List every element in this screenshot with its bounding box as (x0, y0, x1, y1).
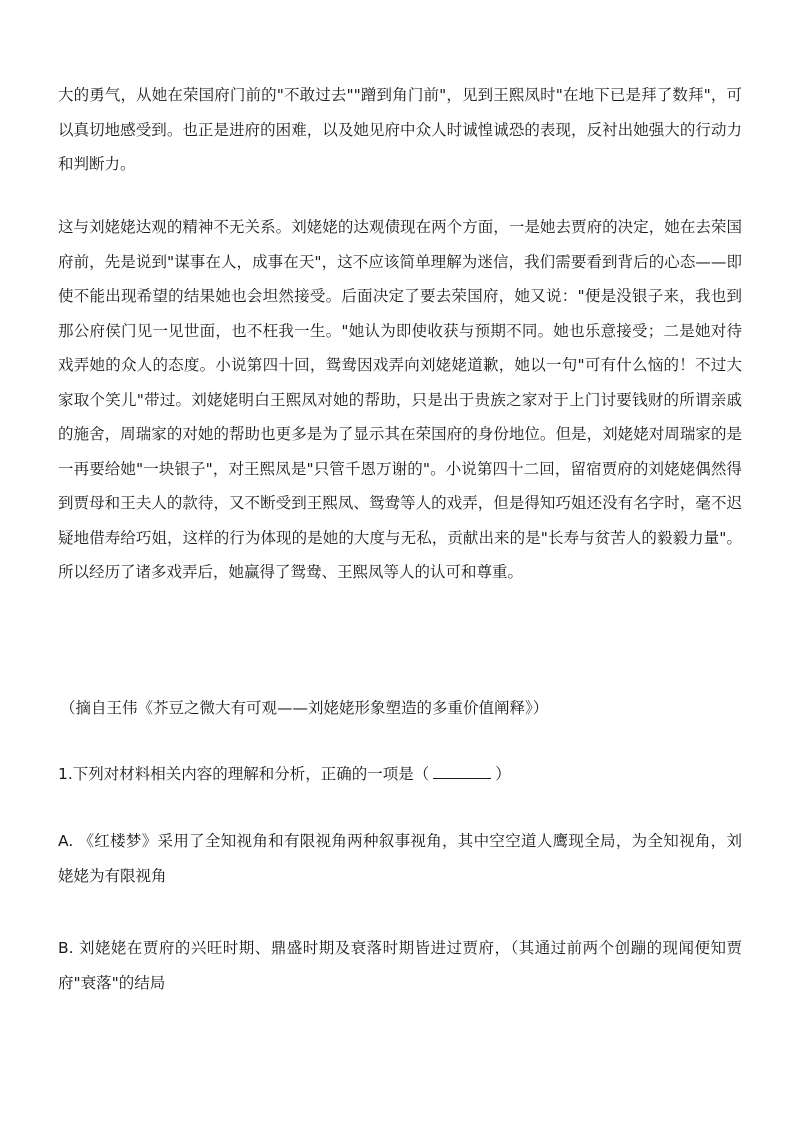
question-1-text: 1.下列对材料相关内容的理解和分析，正确的一项是（ (58, 765, 430, 783)
answer-blank[interactable] (433, 764, 491, 779)
paragraph-1: 大的勇气，从她在荣国府门前的"不敢过去""蹭到角门前"，见到王熙凤时"在地下已是拜了数拜"，可以真切地感受到。也正是进府的困难，以及她见府中众人时诚惶诚恐的表现，反衬出她强大的行动力和判断力。 (58, 86, 742, 173)
option-a: A. 《红楼梦》采用了全知视角和有限视角两种叙事视角，其中空空道人鹰现全局，为全知视角，刘姥姥为有限视角 (58, 832, 742, 885)
paragraph-2: 这与刘姥姥达观的精神不无关系。刘姥姥的达观债现在两个方面，一是她去贾府的决定，她在去荣国府前，先是说到"谋事在人，成事在天"，这不应该简单理解为迷信，我们需要看到背后的心态——即使不能出现希望的结果她也会坦然接受。后面决定了要去荣国府，她又说："便是没银子来，我也到那公府侯门见一见世面，也不枉我一生。"她认为即使收获与预期不同。她也乐意接受；二是她对待戏弄她的众人的态度。小说第四十回，鸳鸯因戏弄向刘姥姥道歉，她以一句"可有什么恼的！不过大家取个笑儿"带过。刘姥姥明白王熙凤对她的帮助，只是出于贵族之家对于上门讨要钱财的所谓亲戚的施舍，周瑞家的对她的帮助也更多是为了显示其在荣国府的身份地位。但是，刘姥姥对周瑞家的是一再要给她"一块银子"，对王熙凤是"只管千恩万谢的"。小说第四十二回，留宿贾府的刘姥姥偶然得到贾母和王夫人的款待，又不断受到王熙凤、鸳鸯等人的戏弄，但是得知巧姐还没有名字时，毫不迟疑地借寿给巧姐，这样的行为体现的是她的大度与无私，贡献出来的是"长寿与贫苦人的毅毅力量"。所以经历了诸多戏弄后，她赢得了鸳鸯、王熙凤等人的认可和尊重。 (58, 218, 742, 581)
citation: （摘自王伟《芥豆之微大有可观——刘姥姥形象塑造的多重价值阐释》） (60, 699, 549, 717)
question-1-close: ） (495, 765, 511, 783)
option-b: B. 刘姥姥在贾府的兴旺时期、鼎盛时期及衰落时期皆进过贾府，（其通过前两个创蹦的现闻便知贾府"衰落"的结局 (58, 939, 742, 992)
question-1 (58, 762, 742, 786)
